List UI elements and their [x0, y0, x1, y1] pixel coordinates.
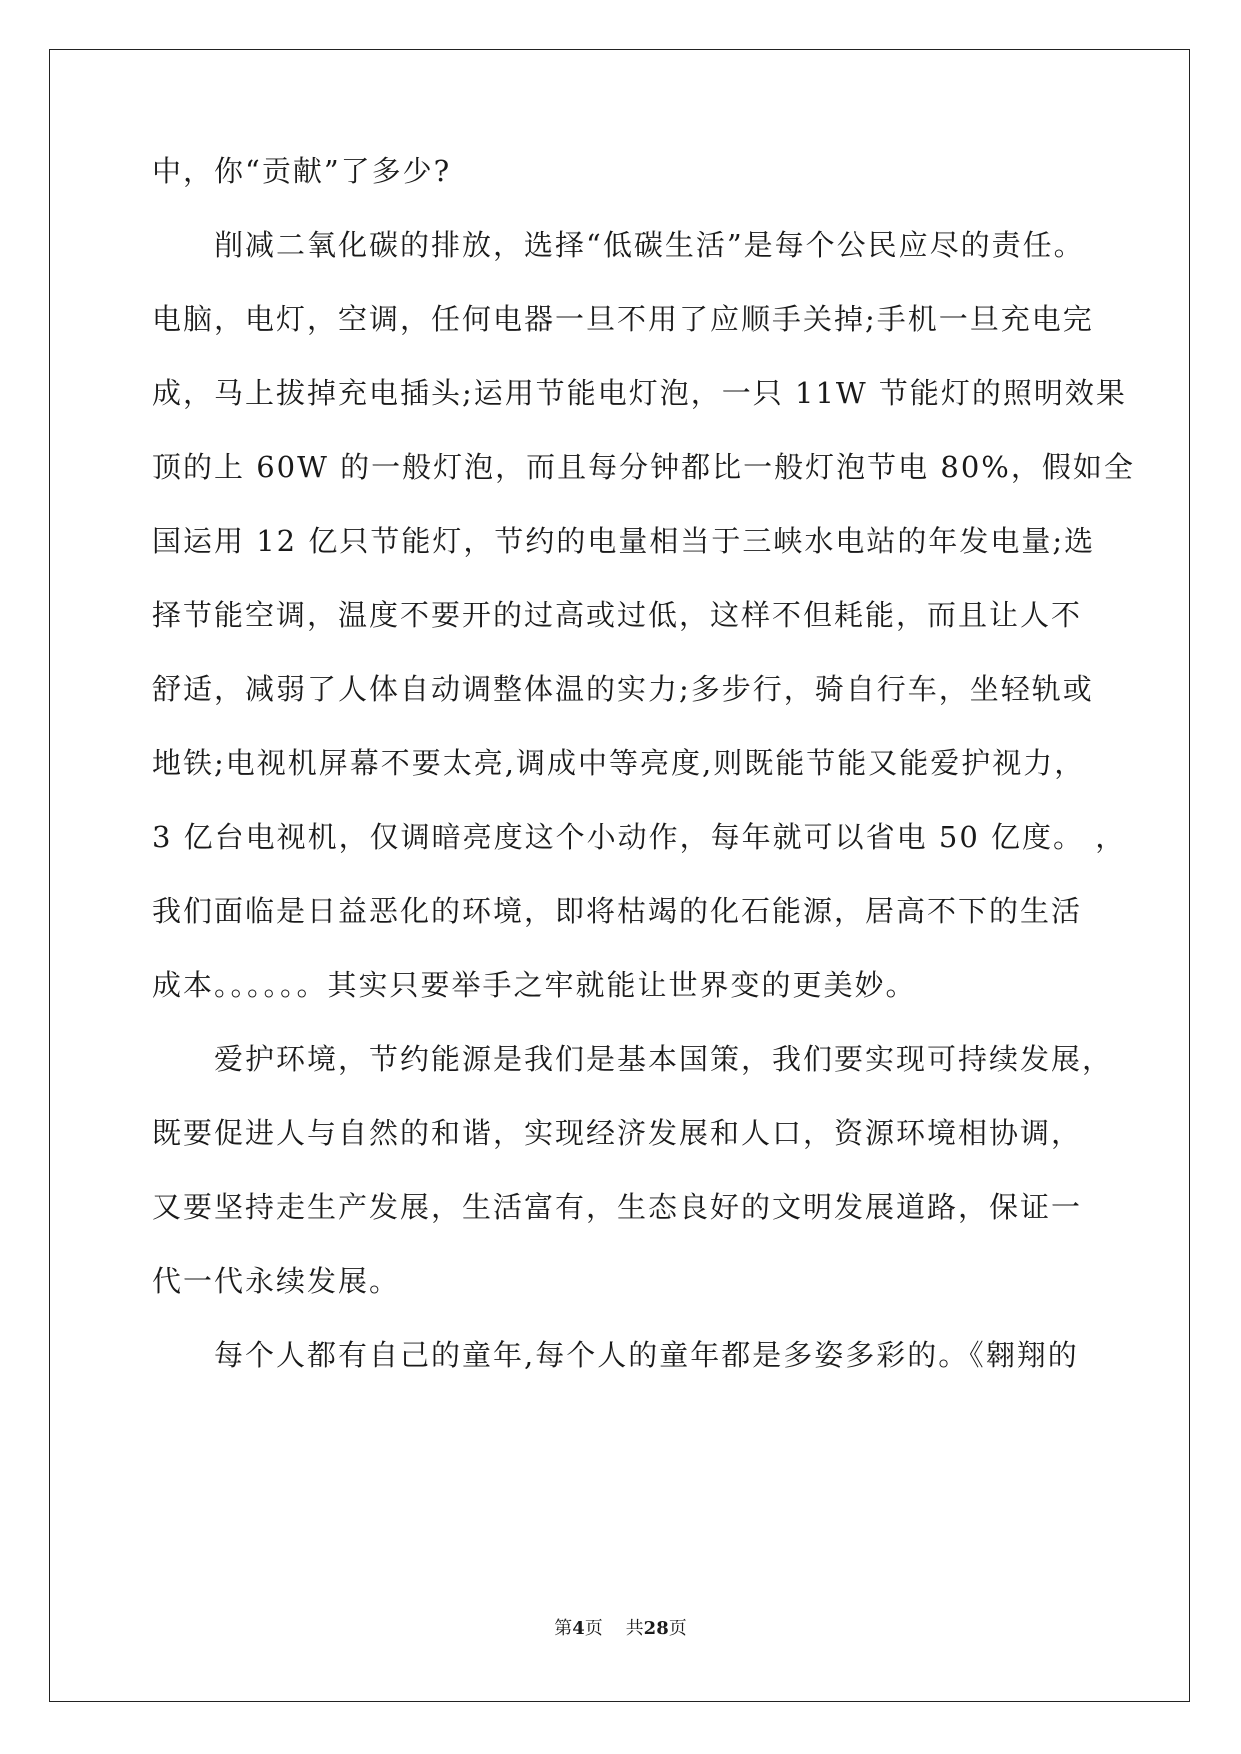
text-line: 又要坚持走生产发展，生活富有，生态良好的文明发展道路，保证一 — [152, 1190, 1083, 1224]
total-suffix: 页 — [668, 1618, 687, 1639]
text-line: 顶的上 60W 的一般灯泡，而且每分钟都比一般灯泡节电 80%，假如全 — [152, 450, 1135, 484]
total-pages: 28 — [643, 1618, 669, 1639]
text-line: 国运用 12 亿只节能灯，节约的电量相当于三峡水电站的年发电量;选 — [152, 524, 1096, 558]
text-line: 中，你“贡献”了多少? — [152, 154, 452, 188]
page-border — [49, 49, 1190, 1702]
page-number: 4 — [572, 1618, 585, 1639]
text-line: 既要促进人与自然的和谐，实现经济发展和人口，资源环境相协调， — [152, 1116, 1083, 1150]
text-line: 地铁;电视机屏幕不要太亮,调成中等亮度,则既能节能又能爱护视力， — [152, 746, 1086, 780]
text-line: 3 亿台电视机，仅调暗亮度这个小动作，每年就可以省电 50 亿度。 ， — [152, 820, 1127, 854]
paragraph-start-line: 爱护环境，节约能源是我们是基本国策，我们要实现可持续发展， — [214, 1042, 1114, 1076]
paragraph-start-line: 削减二氧化碳的排放，选择“低碳生活”是每个公民应尽的责任。 — [214, 228, 1085, 262]
text-line: 择节能空调，温度不要开的过高或过低，这样不但耗能，而且让人不 — [152, 598, 1083, 632]
text-line: 代一代永续发展。 — [152, 1264, 401, 1298]
text-line: 电脑，电灯，空调，任何电器一旦不用了应顺手关掉;手机一旦充电完 — [152, 302, 1094, 336]
page-prefix: 第 — [554, 1618, 573, 1639]
page-footer — [0, 1620, 1241, 1638]
text-line: 成本。。。。。。其实只要举手之牢就能让世界变的更美妙。 — [152, 968, 917, 1002]
text-line: 成，马上拔掉充电插头;运用节能电灯泡，一只 11W 节能灯的照明效果 — [152, 376, 1127, 410]
text-line: 舒适，减弱了人体自动调整体温的实力;多步行，骑自行车，坐轻轨或 — [152, 672, 1094, 706]
page-suffix: 页 — [584, 1618, 603, 1639]
paragraph-start-line: 每个人都有自己的童年,每个人的童年都是多姿多彩的。《翱翔的 — [214, 1338, 1079, 1372]
total-prefix: 共 — [625, 1618, 644, 1639]
text-line: 我们面临是日益恶化的环境，即将枯竭的化石能源，居高不下的生活 — [152, 894, 1083, 928]
